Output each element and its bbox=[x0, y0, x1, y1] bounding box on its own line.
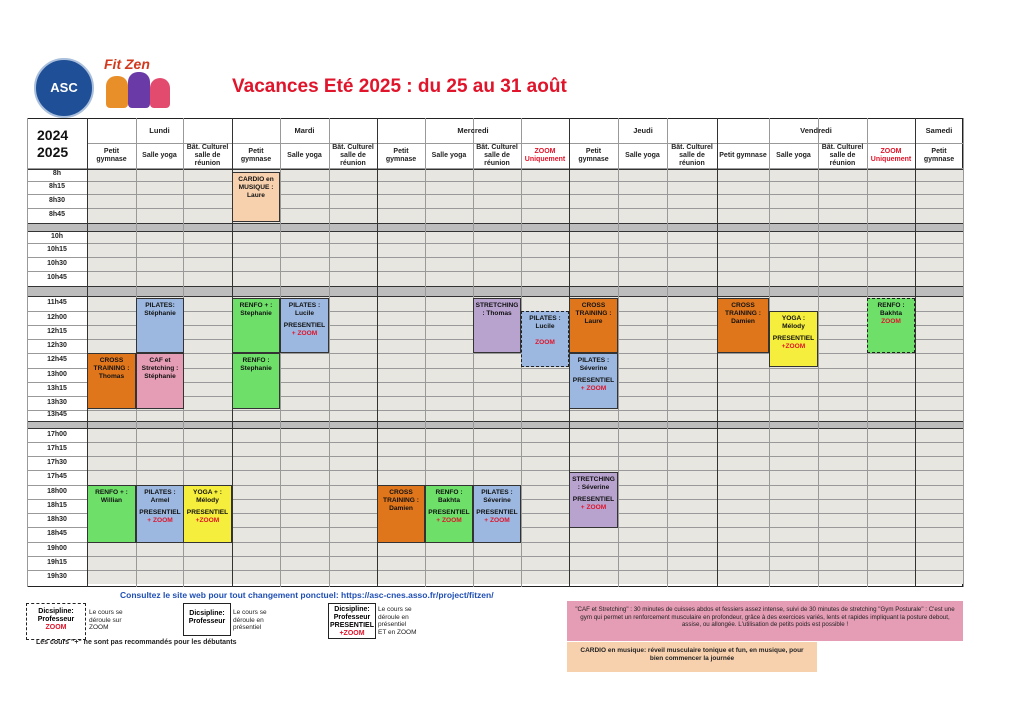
fitzen-logo: Fit Zen bbox=[98, 56, 178, 112]
class-line: Mélody bbox=[782, 323, 805, 330]
room-header: Petit gymnase bbox=[385, 148, 417, 163]
class-line: Séverine bbox=[483, 497, 511, 504]
time-label: 13h15 bbox=[47, 384, 67, 392]
time-row bbox=[87, 470, 963, 485]
cardio-note: CARDIO en musique: réveil musculaire tonique et fun, en musique, pour bien commencer la journée bbox=[567, 642, 817, 672]
class-line: RENFO : bbox=[877, 302, 905, 309]
class-line: RENFO : bbox=[242, 357, 270, 364]
time-label: 10h bbox=[50, 232, 64, 240]
class-block[interactable] bbox=[232, 353, 280, 409]
class-line: Thomas bbox=[98, 373, 125, 380]
class-block[interactable] bbox=[183, 485, 232, 543]
class-block[interactable] bbox=[569, 472, 618, 528]
class-line: CROSS bbox=[389, 489, 413, 496]
row-line bbox=[27, 570, 963, 571]
legend-presentiel-text: Le cours se déroule en présentiel bbox=[233, 609, 267, 631]
class-line: PRESENTIEL bbox=[186, 509, 229, 516]
room-header: Petit gymnase bbox=[923, 148, 955, 163]
time-row bbox=[87, 243, 963, 257]
class-line: CROSS bbox=[731, 302, 755, 309]
time-row bbox=[87, 296, 963, 311]
separator-row bbox=[27, 223, 963, 231]
header-line bbox=[27, 169, 963, 170]
class-zoom-line: + ZOOM bbox=[147, 517, 173, 524]
class-zoom-line: + ZOOM bbox=[484, 517, 510, 524]
room-header: Bât. Culturel salle de réunion bbox=[476, 144, 518, 167]
row-line bbox=[27, 181, 963, 182]
time-label: 12h45 bbox=[47, 356, 67, 363]
class-line: PRESENTIEL bbox=[139, 509, 181, 516]
row-line bbox=[27, 456, 963, 457]
day-header: Jeudi bbox=[633, 126, 653, 135]
class-line: STRETCHING bbox=[475, 302, 519, 309]
time-label: 10h30 bbox=[47, 259, 67, 267]
time-row bbox=[87, 368, 963, 382]
separator-row bbox=[27, 421, 963, 428]
time-label: 19h15 bbox=[47, 558, 67, 566]
col-line bbox=[915, 118, 916, 587]
room-header: Salle yoga bbox=[776, 152, 811, 159]
class-block[interactable] bbox=[717, 298, 769, 353]
class-line: PRESENTIEL bbox=[572, 377, 615, 384]
class-block[interactable] bbox=[136, 353, 184, 409]
class-zoom-line: + ZOOM bbox=[580, 385, 607, 392]
class-line: YOGA + : bbox=[193, 489, 222, 496]
beginner-note: Les cours "+" ne sont pas recommandés pour les débutants bbox=[36, 639, 237, 646]
class-line: Lucile bbox=[535, 323, 555, 330]
class-line: CAF et bbox=[149, 357, 171, 364]
col-line bbox=[963, 118, 964, 587]
class-line: CROSS bbox=[99, 357, 124, 364]
row-line bbox=[27, 271, 963, 272]
time-label: 13h45 bbox=[47, 411, 67, 418]
day-header: Mercredi bbox=[457, 126, 489, 135]
row-line bbox=[27, 243, 963, 244]
year-bottom: 2025 bbox=[37, 144, 69, 160]
room-header: Salle yoga bbox=[142, 152, 177, 159]
class-block[interactable] bbox=[280, 298, 329, 353]
class-block[interactable] bbox=[425, 485, 473, 543]
time-label: 12h15 bbox=[47, 327, 67, 335]
class-line: YOGA : bbox=[781, 315, 806, 322]
col-line bbox=[27, 118, 28, 587]
section-line bbox=[27, 286, 963, 287]
room-header: Salle yoga bbox=[625, 152, 660, 159]
class-line: PILATES: bbox=[145, 302, 175, 309]
time-label: 8h30 bbox=[49, 196, 65, 204]
time-row bbox=[87, 271, 963, 286]
class-line: Armel bbox=[150, 497, 170, 504]
time-row bbox=[87, 231, 963, 243]
class-line: Séverine bbox=[579, 365, 608, 372]
room-header: Petit gymnase bbox=[578, 148, 609, 163]
class-line: : Thomas bbox=[482, 310, 512, 317]
class-block[interactable] bbox=[87, 485, 136, 543]
class-line: : Séverine bbox=[577, 484, 610, 491]
room-header: Salle yoga bbox=[287, 152, 322, 159]
time-row bbox=[87, 442, 963, 456]
class-zoom-line: + ZOOM bbox=[580, 504, 607, 511]
room-header: Bât. Culturel salle de réunion bbox=[671, 144, 713, 167]
class-block[interactable] bbox=[569, 353, 618, 409]
class-line: PILATES : bbox=[288, 302, 321, 309]
time-label: 17h00 bbox=[47, 430, 67, 438]
time-label: 18h15 bbox=[47, 501, 67, 509]
class-line: CARDIO en bbox=[238, 176, 274, 183]
legend-hybrid-box: Dicsipline: Professeur PRESENTIEL +ZOOM bbox=[328, 603, 376, 639]
class-line: Stephanie bbox=[240, 310, 272, 317]
time-label: 12h00 bbox=[47, 313, 67, 321]
time-label: 13h00 bbox=[47, 370, 67, 378]
class-line: Laure bbox=[247, 192, 265, 199]
time-label: 10h15 bbox=[47, 245, 67, 253]
class-line: Damien bbox=[731, 318, 755, 325]
class-line: TRAINING : bbox=[575, 310, 612, 317]
class-line: CROSS bbox=[581, 302, 606, 309]
class-line: Stretching : bbox=[141, 365, 179, 372]
year-top: 2024 bbox=[37, 127, 69, 143]
time-row bbox=[87, 382, 963, 396]
class-block[interactable] bbox=[769, 311, 818, 367]
time-row bbox=[87, 570, 963, 584]
room-header: ZOOM Uniquement bbox=[870, 148, 912, 163]
time-label: 8h15 bbox=[49, 183, 65, 190]
class-block[interactable] bbox=[473, 485, 521, 543]
time-label: 8h bbox=[52, 170, 62, 177]
class-zoom-line: +ZOOM bbox=[195, 517, 220, 524]
time-label: 17h45 bbox=[47, 473, 67, 480]
class-line: Bakhta bbox=[880, 310, 902, 317]
time-label: 19h30 bbox=[47, 572, 67, 580]
section-line bbox=[27, 231, 963, 232]
class-line: PRESENTIEL bbox=[772, 335, 815, 342]
room-header: Petit gymnase bbox=[719, 152, 767, 159]
room-header: Salle yoga bbox=[431, 152, 467, 159]
class-block[interactable] bbox=[473, 298, 521, 353]
class-zoom-line: + ZOOM bbox=[436, 517, 462, 524]
class-line: PRESENTIEL bbox=[572, 496, 615, 503]
time-label: 10h45 bbox=[47, 274, 67, 281]
class-block[interactable] bbox=[232, 172, 280, 222]
class-line: RENFO + : bbox=[95, 489, 128, 496]
row-line bbox=[27, 257, 963, 258]
class-line: Stephanie bbox=[240, 365, 272, 372]
separator-row bbox=[27, 286, 963, 296]
time-row bbox=[87, 556, 963, 570]
col-line bbox=[329, 118, 330, 587]
class-line: MUSIQUE : bbox=[238, 184, 274, 191]
time-label: 18h00 bbox=[47, 487, 67, 495]
day-header: Mardi bbox=[294, 126, 315, 135]
day-header: Samedi bbox=[925, 126, 953, 135]
class-line: TRAINING : bbox=[383, 497, 419, 504]
class-zoom-line: +ZOOM bbox=[781, 343, 806, 350]
day-header: Vendredi bbox=[800, 126, 832, 135]
room-header: ZOOM Uniquement bbox=[524, 148, 566, 163]
class-zoom-line: ZOOM bbox=[535, 339, 555, 346]
row-line bbox=[27, 442, 963, 443]
col-line bbox=[818, 118, 819, 587]
asc-logo: ASC bbox=[34, 58, 94, 118]
time-row bbox=[87, 542, 963, 556]
class-line: Mélody bbox=[196, 497, 219, 504]
room-header: Petit gymnase bbox=[96, 148, 127, 163]
class-line: PILATES : bbox=[144, 489, 176, 496]
class-line: Lucile bbox=[294, 310, 315, 317]
time-row bbox=[87, 410, 963, 421]
section-line bbox=[27, 296, 963, 297]
room-header: Petit gymnase bbox=[240, 148, 272, 163]
time-row bbox=[87, 194, 963, 208]
legend-zoom-box: Dicsipline: Professeur ZOOM bbox=[26, 603, 86, 640]
time-row bbox=[87, 428, 963, 442]
row-line bbox=[27, 410, 963, 411]
col-line bbox=[618, 118, 619, 587]
class-line: STRETCHING bbox=[572, 476, 615, 483]
section-line bbox=[27, 421, 963, 422]
time-label: 11h45 bbox=[47, 299, 67, 306]
class-line: PILATES : bbox=[481, 489, 513, 496]
row-line bbox=[27, 194, 963, 195]
time-label: 12h30 bbox=[47, 341, 67, 349]
class-line: PRESENTIEL bbox=[283, 322, 326, 329]
class-line: PILATES : bbox=[577, 357, 610, 364]
row-line bbox=[27, 470, 963, 471]
class-line: ZOOM bbox=[881, 318, 901, 325]
time-label: 19h00 bbox=[47, 544, 67, 552]
time-label: 18h45 bbox=[47, 530, 67, 537]
time-row bbox=[87, 208, 963, 223]
time-label: 17h15 bbox=[47, 444, 67, 452]
time-row bbox=[87, 456, 963, 470]
class-line: PRESENTIEL bbox=[428, 509, 470, 516]
class-block[interactable] bbox=[87, 353, 136, 409]
time-label: 13h30 bbox=[47, 398, 67, 406]
class-block[interactable] bbox=[867, 298, 915, 353]
class-line: PILATES : bbox=[529, 315, 561, 322]
section-line bbox=[27, 428, 963, 429]
legend-zoom-text: Le cours se déroule sur ZOOM bbox=[89, 609, 123, 631]
class-line: Willian bbox=[100, 497, 123, 504]
time-label: 18h30 bbox=[47, 515, 67, 523]
class-line: PRESENTIEL bbox=[476, 509, 518, 516]
class-line: TRAINING : bbox=[725, 310, 761, 317]
class-line: Stéphanie bbox=[144, 310, 176, 317]
room-header: Bât. Culturel salle de réunion bbox=[332, 144, 374, 167]
class-zoom-line: + ZOOM bbox=[291, 330, 318, 337]
class-line: Damien bbox=[389, 505, 413, 512]
time-row bbox=[87, 181, 963, 194]
legend-presentiel-box: Dicsipline: Professeur bbox=[183, 603, 231, 636]
time-label: 8h45 bbox=[49, 211, 65, 218]
class-block[interactable] bbox=[521, 311, 569, 367]
row-line bbox=[27, 208, 963, 209]
caf-stretching-note: "CAF et Stretching" : 30 minutes de cuisses abdos et fessiers assez intense, suivi de 30 minutes de stretching "Gym Posturale" : C'est une gym qui permet un renforcement musculaire en profondeur, grâce à des exercices variés, lents et rapides impliquant la posture debout, assise, ou allongée. L'utilisation de petits poids est possible ! bbox=[567, 601, 963, 641]
class-block[interactable] bbox=[569, 298, 618, 353]
class-line: TRAINING : bbox=[93, 365, 130, 372]
section-line bbox=[27, 223, 963, 224]
legend-hybrid-text: Le cours se déroule en présentiel ET en ZOOM bbox=[378, 606, 417, 636]
class-line: Laure bbox=[584, 318, 603, 325]
class-line: Bakhta bbox=[438, 497, 460, 504]
class-line: RENFO + : bbox=[239, 302, 273, 309]
class-block[interactable] bbox=[232, 298, 280, 353]
col-line bbox=[667, 118, 668, 587]
class-line: Stéphanie bbox=[144, 373, 176, 380]
day-header: Lundi bbox=[149, 126, 170, 135]
website-link[interactable]: Consultez le site web pour tout changement ponctuel: https://asc-cnes.asso.fr/project/fitzen/ bbox=[120, 590, 494, 600]
page-title: Vacances Eté 2025 : du 25 au 31 août bbox=[232, 76, 567, 97]
class-block[interactable] bbox=[377, 485, 425, 543]
row-line bbox=[27, 556, 963, 557]
time-label: 17h30 bbox=[47, 458, 67, 466]
room-header: Bât. Culturel salle de réunion bbox=[821, 144, 864, 167]
class-block[interactable] bbox=[136, 485, 184, 543]
room-header: Bât. Culturel salle de réunion bbox=[186, 144, 229, 167]
time-row bbox=[87, 257, 963, 271]
class-block[interactable] bbox=[136, 298, 184, 353]
time-row bbox=[87, 396, 963, 410]
class-line: RENFO : bbox=[435, 489, 463, 496]
